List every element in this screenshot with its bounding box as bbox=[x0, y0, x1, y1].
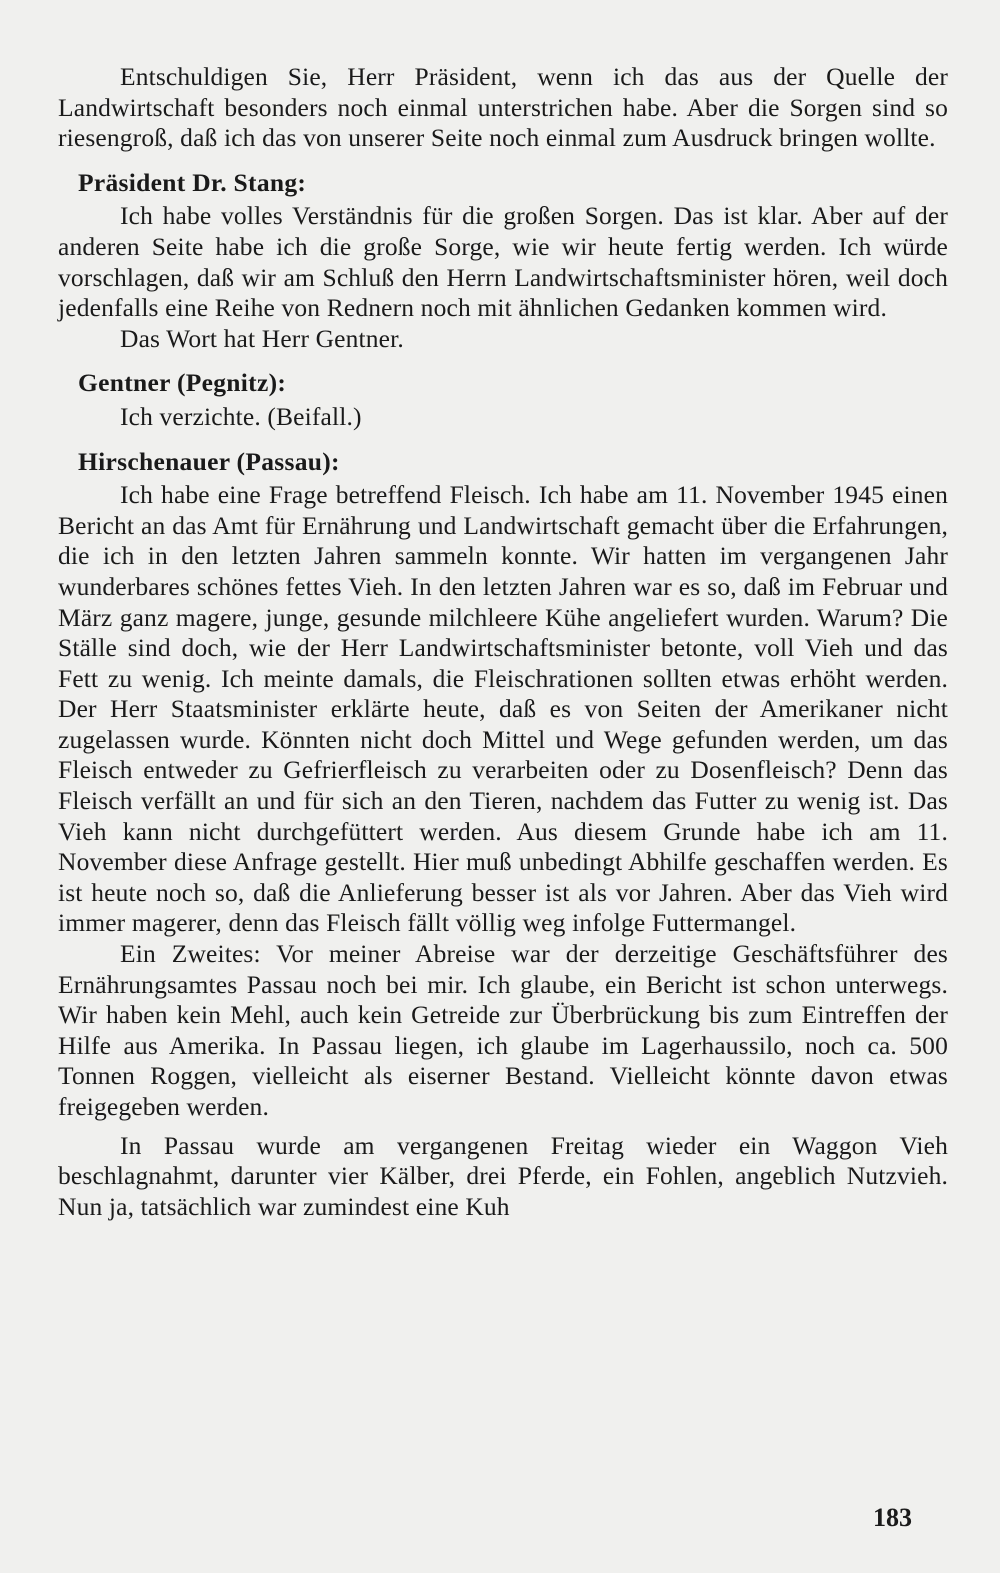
spacer bbox=[58, 1123, 948, 1131]
page-number: 183 bbox=[873, 1503, 912, 1532]
document-body bbox=[58, 62, 948, 1222]
paragraph: Das Wort hat Herr Gentner. bbox=[120, 323, 404, 353]
paragraph: Ein Zweites: Vor meiner Abreise war der derzeitige Geschäftsführer des Ernährungsamtes Passau noch bei mir. Ich glaube, ein Bericht ist schon unterwegs. Wir haben kein Mehl, auch kein Getreide zur Überbrückung bis zum Eintreffen der Hilfe aus Amerika. In Passau liegen, ich glaube im Lagerhaussilo, noch ca. 500 Tonnen Roggen, vielleicht als eiserner Bestand. Vielleicht könnte davon etwas freigegeben werden. bbox=[58, 939, 948, 1121]
paragraph: Ich habe eine Frage betreffend Fleisch. Ich habe am 11. November 1945 einen Bericht an das Amt für Ernährung und Landwirtschaft gemacht über die Erfahrungen, die ich in den letzten Jahren sammeln konnte. Wir hatten im vergangenen Jahr wunderbares schönes fettes Vieh. In den letzten Jahren war es so, daß im Februar und März ganz magere, junge, gesunde milchleere Kühe angeliefert wurden. Warum? Die Ställe sind doch, wie der Herr Landwirtschaftsminister betonte, voll Vieh und das Fett zu wenig. Ich meinte damals, die Fleischrationen sollten etwas erhöht werden. Der Herr Staatsminister erklärte heute, daß es von Seiten der Amerikaner nicht zugelassen wurde. Könnten nicht doch Mittel und Wege gefunden werden, um das Fleisch entweder zu Gefrierfleisch zu verarbeiten oder zu Dosenfleisch? Denn das Fleisch verfällt an und für sich an den Tieren, nachdem das Futter zu wenig ist. Das Vieh kann nicht durchgefüttert werden. Aus diesem Grunde habe ich am 11. November diese Anfrage gestellt. Hier muß unbedingt Abhilfe geschaffen werden. Es ist heute noch so, daß die Anlieferung besser ist als vor Jahren. Aber das Vieh wird immer magerer, denn das Fleisch fällt völlig weg infolge Futtermangel. bbox=[58, 480, 948, 938]
speaker-heading: Hirschenauer (Passau): bbox=[78, 446, 340, 476]
paragraph: Ich verzichte. (Beifall.) bbox=[120, 401, 362, 431]
paragraph: Entschuldigen Sie, Herr Präsident, wenn ich das aus der Quelle der Landwirtschaft besonders noch einmal unterstrichen habe. Aber die Sorgen sind so riesengroß, daß ich das von unserer Seite noch einmal zum Ausdruck bringen wollte. bbox=[58, 62, 948, 153]
speaker-heading: Präsident Dr. Stang: bbox=[78, 167, 307, 197]
paragraph: Ich habe volles Verständnis für die großen Sorgen. Das ist klar. Aber auf der anderen Seite habe ich die große Sorge, wie wir heute fertig werden. Ich würde vorschlagen, daß wir am Schluß den Herrn Landwirtschaftsminister hören, weil doch jedenfalls eine Reihe von Rednern noch mit ähnlichen Gedanken kommen wird. bbox=[58, 201, 948, 323]
paragraph: In Passau wurde am vergangenen Freitag wieder ein Waggon Vieh beschlagnahmt, darunter vier Kälber, drei Pferde, ein Fohlen, angeblich Nutzvieh. Nun ja, tatsächlich war zumindest eine Kuh bbox=[58, 1130, 948, 1221]
speaker-heading: Gentner (Pegnitz): bbox=[78, 368, 287, 398]
